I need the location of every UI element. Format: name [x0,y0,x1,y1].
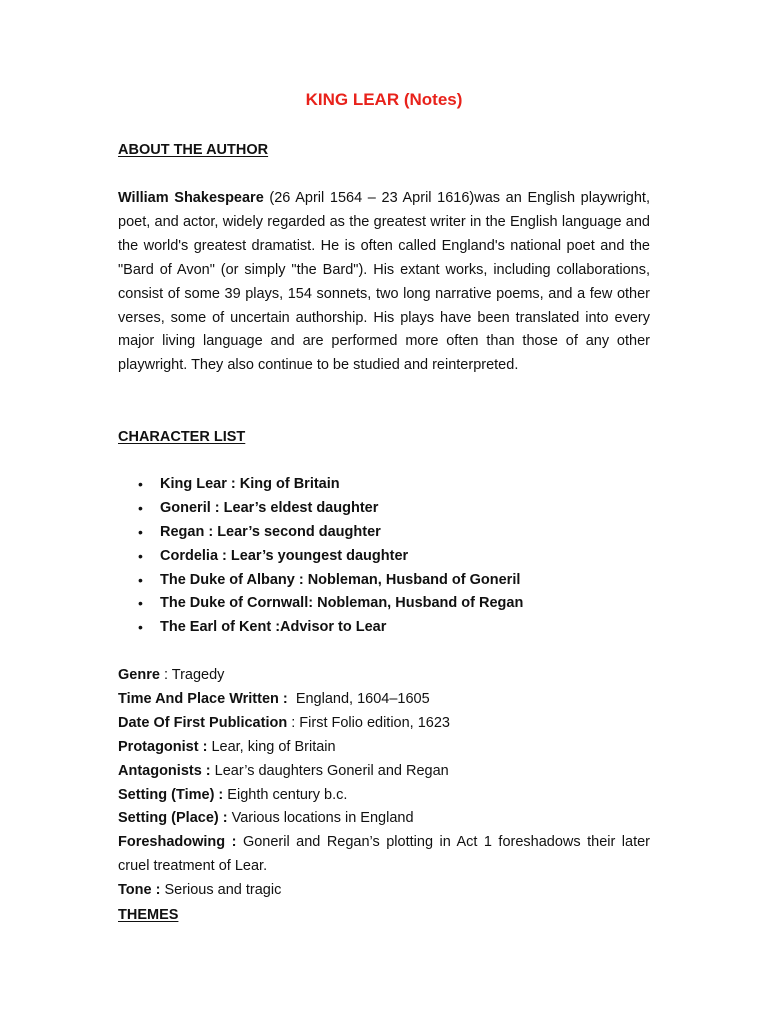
fact-line [118,712,650,736]
character-list-item [118,592,650,616]
fact-label: Antagonists : [118,762,211,779]
fact-line [118,784,650,808]
character-list-item [118,616,650,640]
character-list-item [118,545,650,569]
fact-value: England, 1604–1605 [295,690,430,707]
character-entry: King Lear : King of Britain [160,476,340,492]
fact-label: Setting (Time) : [118,786,224,803]
character-entry: Regan : Lear’s second daughter [160,523,381,540]
fact-value: Tragedy [171,667,225,683]
document-title: KING LEAR (Notes) [305,90,463,109]
fact-value: Lear’s daughters Goneril and Regan [214,762,449,779]
bullet-icon: • [138,523,143,540]
fact-label: Time And Place Written : [118,690,288,707]
character-entry: The Duke of Albany : Nobleman, Husband of Goneril [160,571,521,588]
author-bio-text: (26 April 1564 – 23 April 1616)was an English playwright, poet, and actor, widely regarded as the greatest writer in the English language and the world's greatest dramatist. He is often called England's national poet and the "Bard of Avon" (or simply "the Bard"). His extant works, including collaborations, consist of some 39 plays, 154 sonnets, two long narrative poems, and a few other verses, some of uncertain authorship. His plays have been translated into every major living language and are performed more often than those of any other playwright. They also continue to be studied and reinterpreted. [118,190,650,374]
fact-value: Various locations in England [231,810,414,827]
fact-separator: : [159,667,172,683]
themes-heading: THEMES [118,907,179,923]
fact-line [118,760,650,784]
character-entry: The Earl of Kent :Advisor to Lear [160,619,387,636]
fact-value: First Folio edition, 1623 [299,714,450,731]
character-list-item [118,473,650,497]
fact-separator [288,691,296,707]
fact-value: Eighth century b.c. [227,786,348,803]
fact-line [118,688,650,712]
character-list-item [118,497,650,521]
fact-label: Setting (Place) : [118,810,228,827]
fact-value: Goneril and Regan’s plotting in Act 1 foreshadows their later cruel treatment of Lear. [118,834,651,875]
character-entry: The Duke of Cornwall: Nobleman, Husband of Regan [160,595,524,612]
fact-value: Serious and tragic [164,882,282,899]
fact-line [118,831,650,879]
fact-line [118,879,650,903]
fact-value: Lear, king of Britain [211,738,336,755]
character-list-item [118,521,650,545]
bullet-icon: • [138,595,143,612]
fact-line [118,664,650,688]
author-name: William Shakespeare [118,190,264,206]
character-entry: Goneril : Lear’s eldest daughter [160,499,379,516]
about-author-paragraph [118,187,650,378]
fact-label: Genre [118,667,160,683]
character-entry: Cordelia : Lear’s youngest daughter [160,547,409,564]
character-list-heading: CHARACTER LIST [118,429,246,445]
bullet-icon: • [138,499,143,516]
fact-label: Tone : [118,882,161,899]
bullet-icon: • [138,571,143,588]
fact-label: Foreshadowing : [118,834,237,851]
bullet-icon: • [138,476,143,492]
about-author-heading: ABOUT THE AUTHOR [118,142,269,158]
play-facts [118,664,650,903]
fact-separator: : [287,714,300,731]
fact-line [118,807,650,831]
character-list-item [118,569,650,593]
bullet-icon: • [138,547,143,564]
fact-label: Date Of First Publication [118,714,288,731]
fact-line [118,736,650,760]
bullet-icon: • [138,619,143,636]
fact-label: Protagonist : [118,738,208,755]
character-list [118,473,650,640]
